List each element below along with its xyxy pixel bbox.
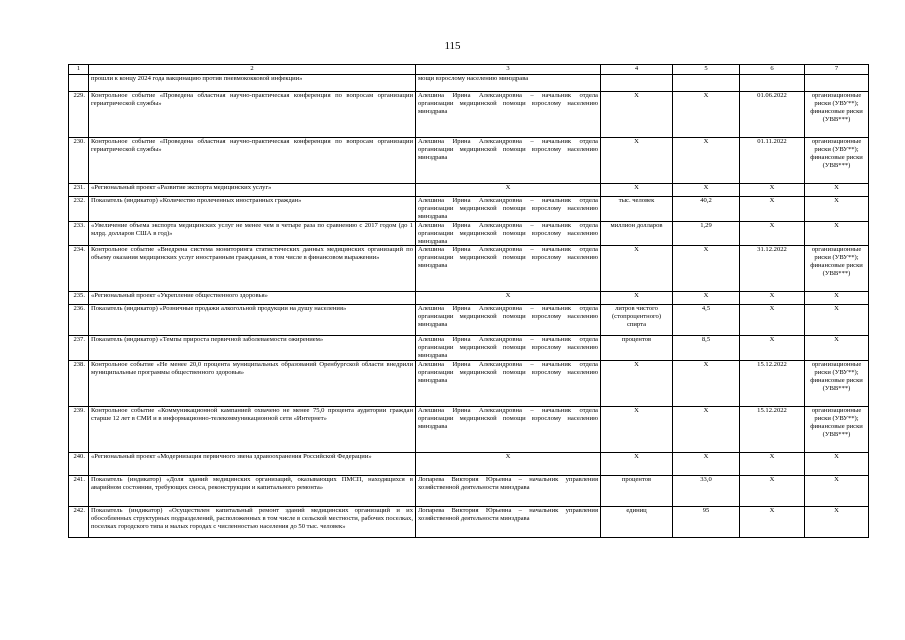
row-number: 232.: [69, 197, 89, 222]
row-responsible: Алешина Ирина Александровна – начальник отдела организации медицинской помощи взрослому населению минздрава: [416, 361, 601, 407]
row-date: Х: [740, 184, 805, 197]
row-number: 231.: [69, 184, 89, 197]
row-unit: миллион долларов: [601, 221, 673, 246]
table-row: [69, 221, 869, 246]
header-cell: 4: [601, 65, 673, 75]
table-row: [69, 507, 869, 538]
row-responsible: Алешина Ирина Александровна – начальник отдела организации медицинской помощи взрослому населению минздрава: [416, 92, 601, 138]
table-row: [69, 476, 869, 507]
row-number: 242.: [69, 507, 89, 538]
row-date: Х: [740, 292, 805, 305]
row-risk: [805, 75, 869, 92]
row-value: 8,5: [673, 336, 740, 361]
table-row: [69, 407, 869, 453]
row-value: Х: [673, 292, 740, 305]
row-value: [673, 75, 740, 92]
row-responsible: Алешина Ирина Александровна – начальник отдела организации медицинской помощи взрослому населению минздрава: [416, 336, 601, 361]
row-risk: организационные риски (УВУ**); финансовые риски (УВВ***): [805, 361, 869, 407]
continuation-row: [69, 75, 869, 92]
row-responsible: Алешина Ирина Александровна – начальник отдела организации медицинской помощи взрослому населению минздрава: [416, 305, 601, 336]
row-responsible: Х: [416, 453, 601, 476]
row-risk: Х: [805, 292, 869, 305]
row-risk: Х: [805, 507, 869, 538]
table-row: [69, 336, 869, 361]
row-unit: тыс. человек: [601, 197, 673, 222]
row-date: Х: [740, 305, 805, 336]
row-number: 230.: [69, 138, 89, 184]
row-date: 15.12.2022: [740, 407, 805, 453]
header-cell: 2: [89, 65, 416, 75]
table-row: [69, 246, 869, 292]
row-number: [69, 75, 89, 92]
row-value: 95: [673, 507, 740, 538]
row-unit: Х: [601, 184, 673, 197]
row-risk: Х: [805, 336, 869, 361]
row-number: 240.: [69, 453, 89, 476]
row-value: Х: [673, 246, 740, 292]
row-date: Х: [740, 453, 805, 476]
header-cell: 6: [740, 65, 805, 75]
header-cell: 7: [805, 65, 869, 75]
row-risk: Х: [805, 221, 869, 246]
row-description: Контрольное событие «Не менее 20,0 процента муниципальных образований Оренбургской области внедрили муниципальные программы общественного здоровья»: [89, 361, 416, 407]
row-responsible: Алешина Ирина Александровна – начальник отдела организации медицинской помощи взрослому населению минздрава: [416, 197, 601, 222]
row-responsible: Алешина Ирина Александровна – начальник отдела организации медицинской помощи взрослому населению минздрава: [416, 246, 601, 292]
row-value: Х: [673, 407, 740, 453]
row-responsible: Лопарева Виктория Юрьевна – начальник управления хозяйственной деятельности минздрава: [416, 507, 601, 538]
row-description: Показатель (индикатор) «Осуществлен капитальный ремонт зданий медицинских организаций и их обособленных структурных подразделений, расположенных в том числе в сельской местности, рабочих поселках, поселках городского типа и малых городах с численностью населения до 50 тыс. человек»: [89, 507, 416, 538]
row-unit: Х: [601, 361, 673, 407]
row-responsible: мощи взрослому населению минздрава: [416, 75, 601, 92]
row-description: Показатель (индикатор) «Розничные продажи алкогольной продукции на душу населения»: [89, 305, 416, 336]
row-number: 229.: [69, 92, 89, 138]
table-row: [69, 184, 869, 197]
table-row: [69, 92, 869, 138]
row-risk: организационные риски (УВУ**); финансовые риски (УВВ***): [805, 407, 869, 453]
header-cell: 1: [69, 65, 89, 75]
row-number: 237.: [69, 336, 89, 361]
row-description: Контрольное событие «Внедрена система мониторинга статистических данных медицинских организаций по объему оказания медицинских услуг иностранным гражданам, в том числе в финансовом выражении»: [89, 246, 416, 292]
row-number: 241.: [69, 476, 89, 507]
row-description: Контрольное событие «Проведена областная научно-практическая конференция по вопросам организации гериатрической службы»: [89, 92, 416, 138]
header-row: [69, 65, 869, 75]
header-cell: 3: [416, 65, 601, 75]
row-value: Х: [673, 138, 740, 184]
row-risk: Х: [805, 476, 869, 507]
row-date: 31.12.2022: [740, 246, 805, 292]
page-number: 115: [444, 40, 461, 52]
row-responsible: Лопарева Виктория Юрьевна – начальник управления хозяйственной деятельности минздрава: [416, 476, 601, 507]
row-number: 234.: [69, 246, 89, 292]
header-cell: 5: [673, 65, 740, 75]
row-responsible: Алешина Ирина Александровна – начальник отдела организации медицинской помощи взрослому населению минздрава: [416, 407, 601, 453]
row-responsible: Алешина Ирина Александровна – начальник отдела организации медицинской помощи взрослому населению минздрава: [416, 138, 601, 184]
row-value: Х: [673, 361, 740, 407]
row-number: 233.: [69, 221, 89, 246]
row-description: Контрольное событие «Проведена областная научно-практическая конференция по вопросам организации гериатрической службы»: [89, 138, 416, 184]
row-description: Контрольное событие «Коммуникационной кампанией охвачено не менее 75,0 процента аудитории граждан старше 12 лет в СМИ и в информационно-телекоммуникационной сети «Интернет»: [89, 407, 416, 453]
row-unit: Х: [601, 292, 673, 305]
row-value: 40,2: [673, 197, 740, 222]
table-row: [69, 453, 869, 476]
row-date: 01.06.2022: [740, 92, 805, 138]
table-row: [69, 361, 869, 407]
row-responsible: Алешина Ирина Александровна – начальник отдела организации медицинской помощи взрослому населению минздрава: [416, 221, 601, 246]
row-risk: Х: [805, 184, 869, 197]
row-responsible: Х: [416, 184, 601, 197]
row-risk: организационные риски (УВУ**); финансовые риски (УВВ***): [805, 92, 869, 138]
row-value: Х: [673, 92, 740, 138]
row-risk: Х: [805, 305, 869, 336]
row-value: 1,29: [673, 221, 740, 246]
row-date: Х: [740, 336, 805, 361]
row-date: [740, 75, 805, 92]
row-description: Показатель (индикатор) «Доля зданий медицинских организаций, оказывающих ПМСП, находящихся в аварийном состоянии, требующих сноса, реконструкции и капитального ремонта»: [89, 476, 416, 507]
row-description: «Региональный проект «Модернизация первичного звена здравоохранения Российской Федерации»: [89, 453, 416, 476]
row-unit: процентов: [601, 476, 673, 507]
row-description: прошли к концу 2024 года вакцинацию против пневмококковой инфекции»: [89, 75, 416, 92]
table-row: [69, 305, 869, 336]
row-unit: Х: [601, 453, 673, 476]
row-responsible: Х: [416, 292, 601, 305]
row-date: Х: [740, 507, 805, 538]
row-value: Х: [673, 453, 740, 476]
row-unit: Х: [601, 138, 673, 184]
row-date: 15.12.2022: [740, 361, 805, 407]
row-date: Х: [740, 197, 805, 222]
plan-table: [68, 64, 869, 538]
table-row: [69, 138, 869, 184]
row-risk: организационные риски (УВУ**); финансовые риски (УВВ***): [805, 246, 869, 292]
table-row: [69, 292, 869, 305]
row-unit: Х: [601, 246, 673, 292]
row-unit: [601, 75, 673, 92]
row-unit: Х: [601, 92, 673, 138]
row-unit: литров чистого (стопроцентного) спирта: [601, 305, 673, 336]
row-risk: организационные риски (УВУ**); финансовые риски (УВВ***): [805, 138, 869, 184]
row-date: Х: [740, 476, 805, 507]
row-description: «Региональный проект «Укрепление общественного здоровья»: [89, 292, 416, 305]
row-description: «Увеличение объема экспорта медицинских услуг не менее чем в четыре раза по сравнению с 2017 годом (до 1 млрд. долларов США в год)»: [89, 221, 416, 246]
row-description: «Региональный проект «Развитие экспорта медицинских услуг»: [89, 184, 416, 197]
row-number: 238.: [69, 361, 89, 407]
row-risk: Х: [805, 453, 869, 476]
row-value: 4,5: [673, 305, 740, 336]
row-number: 239.: [69, 407, 89, 453]
row-risk: Х: [805, 197, 869, 222]
row-unit: процентов: [601, 336, 673, 361]
table-row: [69, 197, 869, 222]
row-date: 01.11.2022: [740, 138, 805, 184]
row-number: 235.: [69, 292, 89, 305]
row-value: 33,0: [673, 476, 740, 507]
row-date: Х: [740, 221, 805, 246]
row-description: Показатель (индикатор) «Количество пролеченных иностранных граждан»: [89, 197, 416, 222]
row-unit: единиц: [601, 507, 673, 538]
row-description: Показатель (индикатор) «Темпы прироста первичной заболеваемости ожирением»: [89, 336, 416, 361]
row-number: 236.: [69, 305, 89, 336]
row-unit: Х: [601, 407, 673, 453]
row-value: Х: [673, 184, 740, 197]
